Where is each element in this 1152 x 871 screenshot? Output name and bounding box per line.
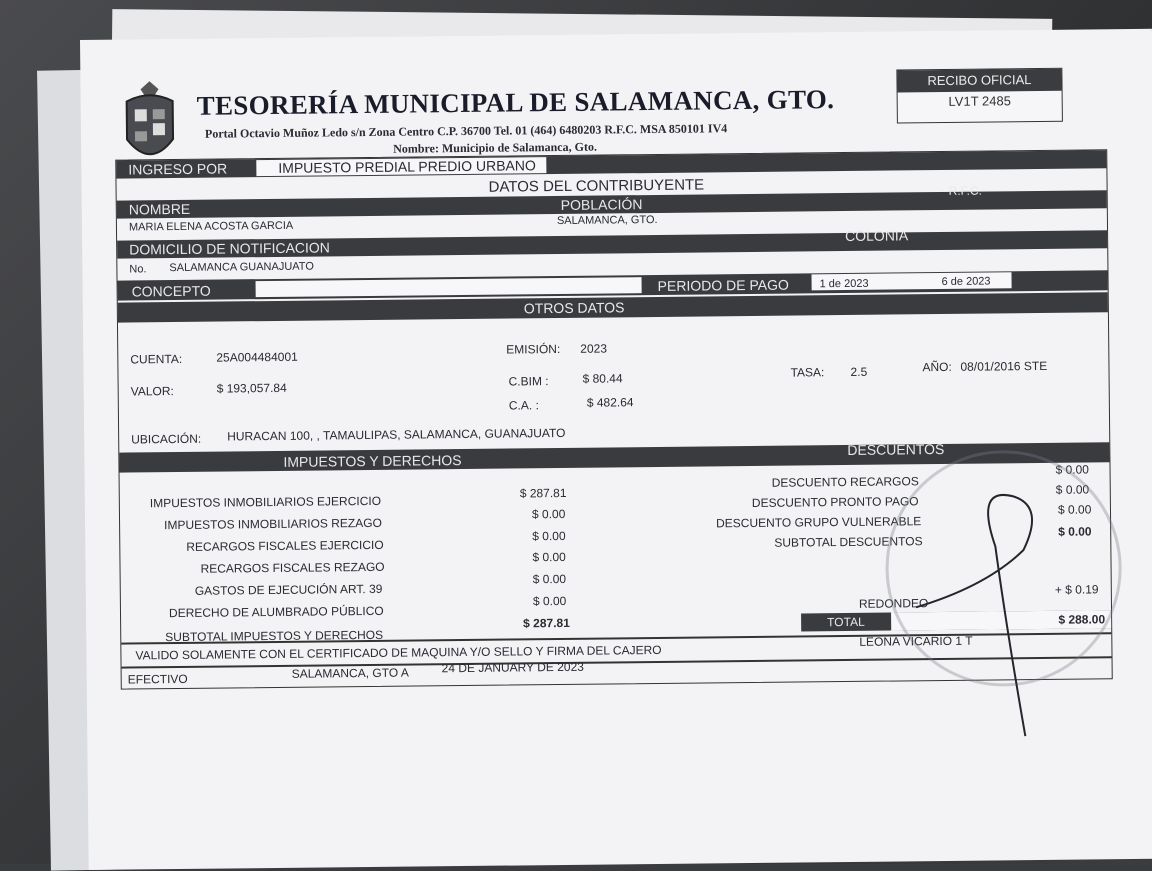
redondeo-label: REDONDEO bbox=[858, 596, 929, 611]
receipt-paper bbox=[80, 29, 1152, 870]
subtotal-impuestos-label: SUBTOTAL IMPUESTOS Y DERECHOS bbox=[165, 627, 384, 645]
impuesto-amount-1: $ 0.00 bbox=[531, 506, 566, 522]
total-label: TOTAL bbox=[827, 614, 865, 630]
recibo-oficial-label: RECIBO OFICIAL bbox=[897, 69, 1061, 93]
impuesto-label-4: GASTOS DE EJECUCIÓN ART. 39 bbox=[194, 581, 383, 598]
receipt-number: LV1T 2485 bbox=[948, 93, 1011, 109]
concepto-value-box bbox=[256, 277, 642, 297]
impuesto-amount-2: $ 0.00 bbox=[532, 528, 566, 544]
recibo-oficial-box bbox=[896, 68, 1063, 124]
payment-method: EFECTIVO bbox=[127, 671, 188, 687]
descuento-label-0: DESCUENTO RECARGOS bbox=[771, 474, 919, 490]
impuesto-amount-4: $ 0.00 bbox=[532, 571, 567, 587]
subtotal-impuestos-amount: $ 287.81 bbox=[523, 615, 570, 631]
place-date-prefix: SALAMANCA, GTO A bbox=[291, 665, 409, 681]
ingreso-label: INGRESO POR bbox=[128, 160, 228, 178]
domicilio-no-label: No. bbox=[129, 263, 147, 276]
treasury-name-line: Nombre: Municipio de Salamanca, Gto. bbox=[393, 139, 597, 156]
treasury-address: Portal Octavio Muñoz Ledo s/n Zona Centro C.P. 36700 Tel. 01 (464) 6480203 R.F.C. MSA 850101 IV4 bbox=[204, 121, 728, 141]
domicilio-bar bbox=[117, 227, 1107, 258]
valor-value: $ 193,057.84 bbox=[216, 380, 287, 396]
total-amount: $ 288.00 bbox=[1058, 612, 1106, 627]
anio-label: AÑO: bbox=[922, 359, 952, 375]
emision-value: 2023 bbox=[580, 341, 608, 356]
colonia-label: COLONIA bbox=[845, 227, 909, 244]
impuesto-label-1: IMPUESTOS INMOBILIARIOS REZAGO bbox=[164, 515, 382, 533]
subtotal-descuentos-label: SUBTOTAL DESCUENTOS bbox=[774, 534, 923, 550]
ca-value: $ 482.64 bbox=[586, 395, 634, 410]
domicilio-label: DOMICILIO DE NOTIFICACION bbox=[129, 239, 330, 258]
nombre-label: NOMBRE bbox=[128, 200, 191, 218]
descuento-label-2: DESCUENTO GRUPO VULNERABLE bbox=[716, 514, 922, 531]
validez-note: VALIDO SOLAMENTE CON EL CERTIFICADO DE MAQUINA Y/O SELLO Y FIRMA DEL CAJERO bbox=[135, 642, 662, 663]
ca-label: C.A. : bbox=[508, 398, 539, 413]
emision-label: EMISIÓN: bbox=[506, 341, 561, 357]
cashier-label: LEONA VICARIO 1 T bbox=[859, 633, 973, 649]
impuesto-label-5: DERECHO DE ALUMBRADO PÚBLICO bbox=[168, 603, 384, 621]
concepto-label: CONCEPTO bbox=[131, 282, 211, 300]
impuesto-amount-3: $ 0.00 bbox=[532, 549, 566, 565]
cbim-label: C.BIM : bbox=[508, 374, 549, 389]
periodo-hasta: 6 de 2023 bbox=[941, 275, 991, 288]
taxpayer-name: MARIA ELENA ACOSTA GARCIA bbox=[128, 219, 294, 234]
handwritten-signature bbox=[905, 476, 1068, 748]
subtotal-descuentos-amount: $ 0.00 bbox=[1058, 524, 1092, 539]
descuento-amount-1: $ 0.00 bbox=[1055, 482, 1090, 497]
periodo-pago-label: PERIODO DE PAGO bbox=[657, 276, 789, 294]
municipal-crest-icon bbox=[120, 79, 179, 172]
poblacion-label: POBLACIÓN bbox=[560, 196, 643, 213]
impuesto-amount-0: $ 287.81 bbox=[519, 485, 567, 501]
descuento-amount-2: $ 0.00 bbox=[1057, 502, 1092, 517]
descuentos-title: DESCUENTOS bbox=[847, 440, 945, 458]
rfc-label: R.F.C. bbox=[948, 183, 983, 198]
impuestos-title: IMPUESTOS Y DERECHOS bbox=[283, 452, 462, 470]
periodo-value-box bbox=[811, 272, 1011, 290]
cuenta-value: 25A004484001 bbox=[216, 349, 298, 365]
anio-value: 08/01/2016 STE bbox=[960, 358, 1048, 374]
valor-label: VALOR: bbox=[130, 384, 174, 399]
descuento-amount-0: $ 0.00 bbox=[1055, 462, 1090, 477]
impuesto-amount-5: $ 0.00 bbox=[532, 593, 567, 609]
descuento-label-1: DESCUENTO PRONTO PAGO bbox=[751, 494, 919, 510]
ubicacion-value: HURACAN 100, , TAMAULIPAS, SALAMANCA, GUANAJUATO bbox=[227, 425, 566, 444]
treasury-title: TESORERÍA MUNICIPAL DE SALAMANCA, GTO. bbox=[196, 84, 835, 121]
issue-date: 24 DE JANUARY DE 2023 bbox=[441, 659, 584, 676]
ingreso-value-box bbox=[256, 157, 546, 176]
impuesto-label-0: IMPUESTOS INMOBILIARIOS EJERCICIO bbox=[149, 493, 382, 511]
redondeo-amount: + $ 0.19 bbox=[1054, 582, 1099, 597]
section-datos-contribuyente: DATOS DEL CONTRIBUYENTE bbox=[488, 176, 705, 196]
periodo-desde: 1 de 2023 bbox=[819, 277, 869, 291]
otros-datos-label: OTROS DATOS bbox=[523, 299, 625, 317]
taxpayer-poblacion: SALAMANCA, GTO. bbox=[556, 213, 658, 228]
cuenta-label: CUENTA: bbox=[130, 351, 183, 367]
tasa-label: TASA: bbox=[790, 365, 825, 380]
tasa-value: 2.5 bbox=[850, 364, 868, 379]
impuesto-label-2: RECARGOS FISCALES EJERCICIO bbox=[186, 537, 384, 554]
ubicacion-label: UBICACIÓN: bbox=[131, 431, 202, 447]
ingreso-value: IMPUESTO PREDIAL PREDIO URBANO bbox=[278, 157, 536, 176]
ingreso-bar bbox=[116, 150, 1106, 178]
domicilio-value: SALAMANCA GUANAJUATO bbox=[169, 260, 314, 275]
cbim-value: $ 80.44 bbox=[582, 371, 623, 386]
impuesto-label-3: RECARGOS FISCALES REZAGO bbox=[200, 559, 385, 576]
